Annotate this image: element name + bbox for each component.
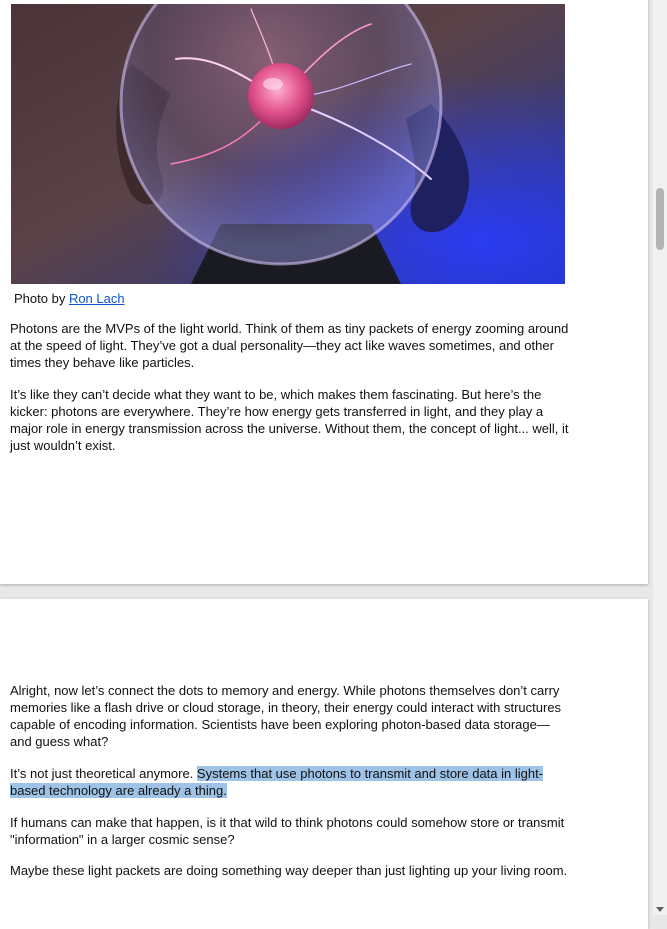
paragraph: Alright, now let’s connect the dots to memory and energy. While photons themselves don’t carry memories like a flash drive or cloud storage, in theory, their energy could interact with structures capable of encoding information. Scientists have been exploring photon-based data storage—and guess what? bbox=[10, 683, 562, 749]
photo-caption bbox=[14, 291, 125, 306]
paragraph-text: It’s not just theoretical anymore. bbox=[10, 766, 197, 781]
document-page-2 bbox=[0, 599, 648, 929]
paragraph: Maybe these light packets are doing something way deeper than just lighting up your living room. bbox=[10, 863, 568, 878]
caption-prefix: Photo by bbox=[14, 291, 69, 306]
plasma-ball-photo bbox=[11, 4, 565, 284]
paragraph bbox=[10, 765, 570, 799]
scrollbar-thumb[interactable] bbox=[656, 188, 664, 250]
photographer-link[interactable]: Ron Lach bbox=[68, 291, 125, 306]
paragraph: Photons are the MVPs of the light world. Think of them as tiny packets of energy zooming around at the speed of light. They’ve got a dual personality—they act like waves sometimes, and other times they behave like particles. bbox=[10, 321, 569, 370]
vertical-scrollbar[interactable] bbox=[653, 0, 667, 915]
highlighted-text: Systems that use photons to transmit and store data in light-based technology are already a thing. bbox=[10, 766, 544, 798]
paragraph: It’s like they can’t decide what they want to be, which makes them fascinating. But here’s the kicker: photons are everywhere. They’re how energy gets transferred in light, and they play a major role in energy transmission across the universe. Without them, the concept of light... well, it just wouldn’t exist. bbox=[10, 387, 569, 453]
scroll-down-arrow-icon[interactable] bbox=[656, 907, 664, 912]
paragraph: If humans can make that happen, is it that wild to think photons could somehow store or transmit "information" in a larger cosmic sense? bbox=[10, 815, 565, 847]
